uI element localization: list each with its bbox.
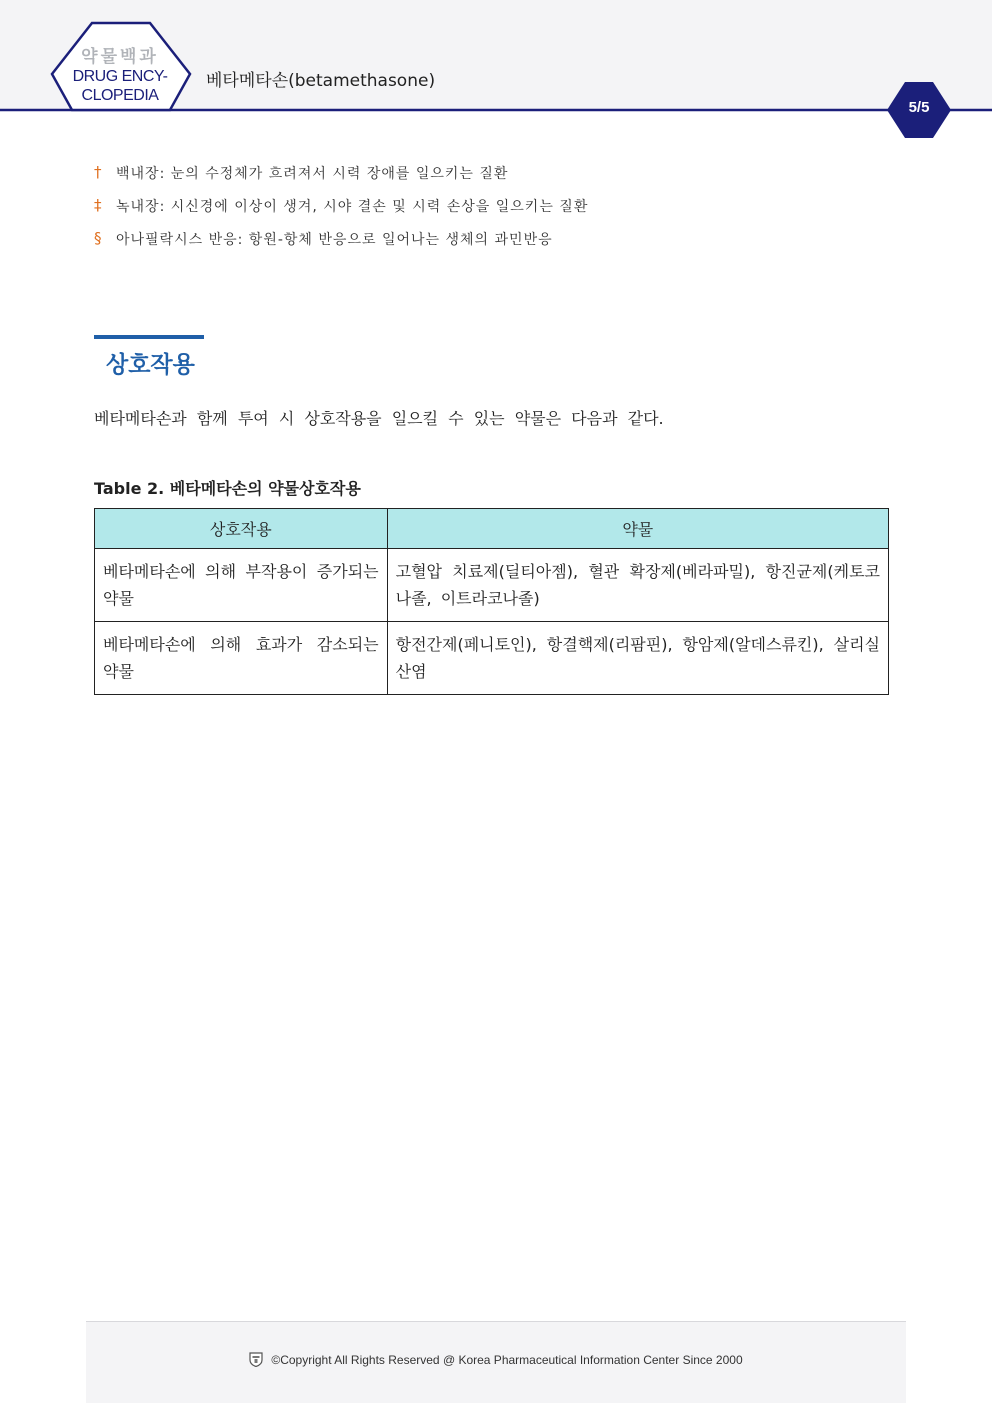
footer-copyright-line: [86, 1352, 906, 1367]
logo-english-line1: DRUG ENCY-: [72, 68, 168, 85]
logo-korean: 약물백과: [81, 47, 159, 67]
table-row: [95, 622, 889, 695]
table-header-row: [95, 509, 889, 549]
footnote-list: [94, 163, 588, 262]
footnote-mark: ‡: [94, 196, 102, 214]
table-cell-drug: 항전간제(페니토인), 항결핵제(리팜핀), 항암제(알데스류킨), 살리실산염: [387, 622, 888, 695]
footnote-item: [94, 163, 588, 196]
logo-english-line2: CLOPEDIA: [81, 87, 159, 104]
footnote-text: 아나필락시스 반응: 항원-항체 반응으로 일어나는 생체의 과민반응: [116, 232, 553, 248]
footnote-item: [94, 229, 588, 262]
footnote-item: [94, 196, 588, 229]
table-cell-drug: 고혈압 치료제(딜티아젬), 혈관 확장제(베라파밀), 항진균제(케토코나졸, 이트라코나졸): [387, 549, 888, 622]
table-caption: Table 2. 베타메타손의 약물상호작용: [94, 479, 361, 498]
footer-copyright: ©Copyright All Rights Reserved @ Korea Pharmaceutical Information Center Since 2000: [271, 1353, 743, 1367]
table-row: [95, 549, 889, 622]
footnote-mark: †: [94, 163, 102, 181]
footnote-text: 녹내장: 시신경에 이상이 생겨, 시야 결손 및 시력 손상을 일으키는 질환: [116, 199, 589, 215]
table-header-drug: 약물: [387, 509, 888, 549]
shield-logo-icon: [249, 1352, 263, 1367]
logo-english: [66, 67, 174, 105]
document-title: 베타메타손(betamethasone): [206, 71, 436, 91]
footer: [86, 1321, 906, 1403]
section-title-bar: [94, 335, 204, 339]
table-header-interaction: 상호작용: [95, 509, 388, 549]
section-title: 상호작용: [106, 352, 195, 378]
table-cell-interaction: 베타메타손에 의해 효과가 감소되는 약물: [95, 622, 388, 695]
page-number: 5/5: [908, 99, 930, 116]
table-cell-interaction: 베타메타손에 의해 부작용이 증가되는 약물: [95, 549, 388, 622]
footnote-mark: §: [94, 229, 102, 247]
section-intro: 베타메타손과 함께 투여 시 상호작용을 일으킬 수 있는 약물은 다음과 같다.: [94, 409, 664, 428]
interaction-table: [94, 508, 889, 695]
footnote-text: 백내장: 눈의 수정체가 흐려져서 시력 장애를 일으키는 질환: [116, 166, 509, 182]
